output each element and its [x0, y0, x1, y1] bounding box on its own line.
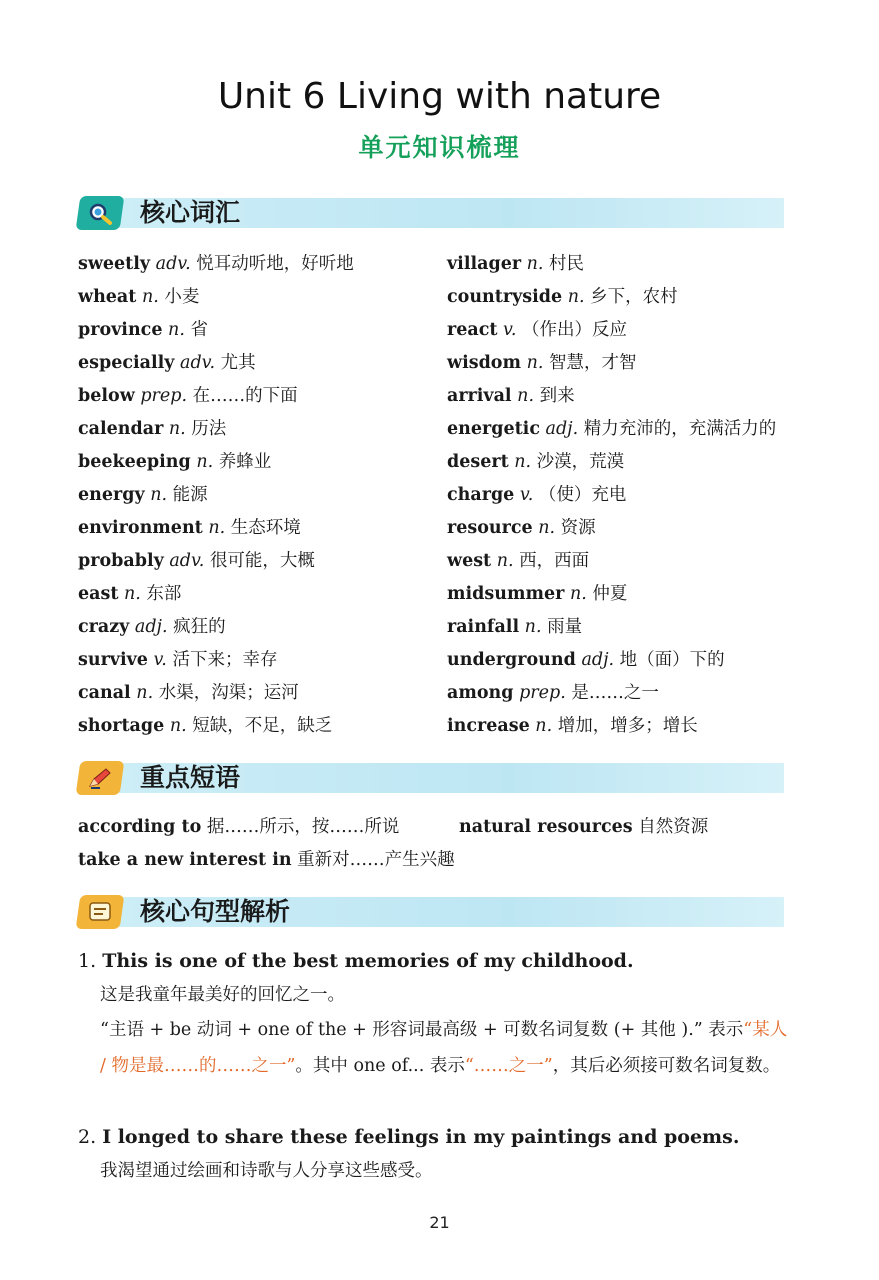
vocab-word: desert — [447, 452, 509, 472]
vocab-word: especially — [78, 353, 175, 373]
vocab-pos: n. — [150, 485, 168, 505]
vocab-word: energetic — [447, 419, 540, 439]
vocab-meaning: 仲夏 — [592, 584, 628, 604]
sentence-translation: 这是我童年最美好的回忆之一。 — [100, 985, 345, 1005]
vocab-item — [447, 446, 776, 479]
section-title-vocab: 核心词汇 — [140, 198, 241, 227]
vocab-item — [447, 314, 776, 347]
vocab-list-right — [447, 248, 776, 743]
page-number: 21 — [429, 1213, 450, 1232]
vocab-item — [78, 512, 354, 545]
vocab-word: province — [78, 320, 163, 340]
note-text: “主语 + be 动词 + one of the + 形容词最高级 + 可数名词复数 (+ 其他 ).” 表示 — [100, 1020, 744, 1040]
section-title-phrases: 重点短语 — [140, 763, 241, 792]
vocab-meaning: 精力充沛的，充满活力的 — [583, 419, 777, 439]
vocab-word: below — [78, 386, 135, 406]
vocab-word: energy — [78, 485, 145, 505]
vocab-word: sweetly — [78, 254, 151, 274]
vocab-word: environment — [78, 518, 203, 538]
vocab-item — [78, 347, 354, 380]
vocab-pos: prep. — [140, 386, 188, 406]
phrase-en: according to — [78, 817, 202, 837]
vocab-item — [447, 512, 776, 545]
sentence-number: 2. — [78, 1126, 97, 1148]
vocab-meaning: 雨量 — [547, 617, 583, 637]
vocab-word: arrival — [447, 386, 512, 406]
vocab-word: wisdom — [447, 353, 521, 373]
vocab-meaning: 智慧，才智 — [549, 353, 637, 373]
sentence-translation: 我渴望通过绘画和诗歌与人分享这些感受。 — [100, 1161, 433, 1181]
vocab-item — [447, 413, 776, 446]
vocab-word: resource — [447, 518, 533, 538]
vocab-pos: v. — [153, 650, 167, 670]
vocab-meaning: 短缺，不足，缺乏 — [192, 716, 333, 736]
vocab-item — [447, 380, 776, 413]
section-title-sentences: 核心句型解析 — [140, 897, 291, 926]
vocab-pos: n. — [567, 287, 585, 307]
vocab-item — [447, 578, 776, 611]
vocab-meaning: 生态环境 — [230, 518, 301, 538]
phrase-item — [459, 811, 708, 844]
note-text: ，其后必须接可数名词复数。 — [552, 1056, 781, 1076]
vocab-item — [447, 644, 776, 677]
vocab-meaning: 沙漠，荒漠 — [536, 452, 625, 472]
vocab-meaning: 乡下，农村 — [590, 287, 678, 307]
vocab-word: west — [447, 551, 492, 571]
vocab-item — [447, 545, 776, 578]
vocab-item — [78, 545, 354, 578]
vocab-item — [447, 281, 776, 314]
phrase-item — [78, 844, 455, 877]
vocab-item — [78, 314, 354, 347]
vocab-pos: v. — [519, 485, 534, 505]
vocab-pos: n. — [168, 320, 185, 340]
vocab-word: wheat — [78, 287, 137, 307]
vocab-pos: n. — [136, 683, 154, 703]
vocab-pos: prep. — [519, 683, 566, 703]
vocab-word: probably — [78, 551, 164, 571]
vocab-item — [447, 611, 776, 644]
vocab-word: shortage — [78, 716, 165, 736]
note-highlight: “……之一” — [464, 1056, 553, 1076]
note-icon — [76, 895, 125, 929]
vocab-pos: n. — [168, 419, 186, 439]
vocab-meaning: 在……的下面 — [192, 386, 298, 406]
vocab-meaning: 很可能，大概 — [209, 551, 315, 571]
vocab-meaning: 资源 — [560, 518, 596, 538]
vocab-word: survive — [78, 650, 148, 670]
vocab-word: midsummer — [447, 584, 565, 604]
vocab-word: canal — [78, 683, 131, 703]
sentence-number: 1. — [78, 950, 97, 972]
vocab-word: underground — [447, 650, 576, 670]
vocab-word: rainfall — [447, 617, 520, 637]
vocab-pos: n. — [208, 518, 226, 538]
vocab-pos: n. — [124, 584, 141, 604]
vocab-pos: n. — [517, 386, 535, 406]
vocab-pos: n. — [169, 716, 187, 736]
page-subtitle: 单元知识梳理 — [358, 133, 521, 162]
vocab-item — [78, 380, 354, 413]
vocab-meaning: 增加，增多；增长 — [557, 716, 698, 736]
vocab-pos: n. — [514, 452, 532, 472]
vocab-item — [78, 677, 354, 710]
vocab-meaning: 地（面）下的 — [619, 650, 725, 670]
sentence-item — [78, 944, 788, 1084]
vocab-pos: adj. — [581, 650, 615, 670]
vocab-pos: n. — [196, 452, 214, 472]
vocab-item — [78, 611, 354, 644]
phrase-en: take a new interest in — [78, 850, 292, 870]
sentence-text: I longed to share these feelings in my paintings and poems. — [102, 1126, 740, 1148]
sentence-item — [78, 1120, 788, 1188]
vocab-pos: n. — [496, 551, 514, 571]
vocab-meaning: （使）充电 — [538, 485, 627, 505]
vocab-meaning: 活下来；幸存 — [172, 650, 278, 670]
page-title: Unit 6 Living with nature — [217, 76, 662, 117]
vocab-pos: n. — [538, 518, 556, 538]
vocab-meaning: 村民 — [549, 254, 585, 274]
vocab-word: charge — [447, 485, 515, 505]
vocab-meaning: 小麦 — [164, 287, 200, 307]
vocab-list-left — [78, 248, 354, 743]
vocab-item — [78, 710, 354, 743]
vocab-meaning: 是……之一 — [571, 683, 659, 703]
vocab-pos: n. — [141, 287, 159, 307]
vocab-word: increase — [447, 716, 530, 736]
vocab-meaning: 能源 — [172, 485, 208, 505]
vocab-word: react — [447, 320, 498, 340]
section-header-sentences — [78, 895, 784, 929]
vocab-pos: adv. — [180, 353, 216, 373]
vocab-pos: adj. — [545, 419, 579, 439]
section-header-phrases — [78, 761, 784, 795]
vocab-pos: adv. — [169, 551, 205, 571]
vocab-pos: adj. — [134, 617, 168, 637]
vocab-word: beekeeping — [78, 452, 191, 472]
note-text: 。其中 one of... 表示 — [295, 1056, 465, 1076]
pencil-icon — [76, 761, 125, 795]
vocab-item — [447, 710, 776, 743]
vocab-word: crazy — [78, 617, 130, 637]
vocab-meaning: 省 — [190, 320, 208, 340]
vocab-meaning: （作出）反应 — [521, 320, 627, 340]
note-highlight: “某人 / 物是最……的……之一” — [100, 1020, 788, 1076]
vocab-word: villager — [447, 254, 522, 274]
vocab-pos: n. — [569, 584, 587, 604]
vocab-item — [447, 347, 776, 380]
vocab-word: countryside — [447, 287, 563, 307]
vocab-word: calendar — [78, 419, 164, 439]
vocab-meaning: 东部 — [146, 584, 182, 604]
vocab-meaning: 尤其 — [220, 353, 256, 373]
vocab-item — [78, 479, 354, 512]
vocab-pos: n. — [526, 254, 544, 274]
vocab-pos: n. — [535, 716, 553, 736]
vocab-item — [78, 413, 354, 446]
phrase-item — [78, 811, 399, 844]
vocab-meaning: 养蜂业 — [218, 452, 272, 472]
section-header-vocab — [78, 196, 784, 230]
phrase-zh: 据……所示，按……所说 — [206, 817, 400, 837]
vocab-meaning: 历法 — [191, 419, 227, 439]
phrase-zh: 重新对……产生兴趣 — [297, 850, 455, 870]
vocab-item — [78, 446, 354, 479]
vocab-meaning: 水渠，沟渠；运河 — [158, 683, 299, 703]
vocab-item — [78, 644, 354, 677]
magnifier-icon — [76, 196, 125, 230]
vocab-word: among — [447, 683, 514, 703]
vocab-pos: n. — [526, 353, 544, 373]
sentence-text: This is one of the best memories of my childhood. — [102, 950, 634, 972]
vocab-item — [78, 578, 354, 611]
sentence-note — [100, 1012, 788, 1084]
sentence-english — [78, 944, 788, 978]
phrase-zh: 自然资源 — [638, 817, 709, 837]
vocab-meaning: 到来 — [539, 386, 575, 406]
vocab-meaning: 悦耳动听地，好听地 — [196, 254, 354, 274]
sentence-english — [78, 1120, 788, 1154]
vocab-meaning: 西，西面 — [519, 551, 590, 571]
vocab-item — [447, 677, 776, 710]
vocab-pos: n. — [524, 617, 542, 637]
vocab-item — [78, 281, 354, 314]
vocab-word: east — [78, 584, 119, 604]
vocab-meaning: 疯狂的 — [173, 617, 226, 637]
vocab-pos: v. — [503, 320, 517, 340]
vocab-item — [447, 479, 776, 512]
vocab-item — [447, 248, 776, 281]
phrase-en: natural resources — [459, 817, 633, 837]
vocab-item — [78, 248, 354, 281]
vocab-pos: adv. — [155, 254, 191, 274]
